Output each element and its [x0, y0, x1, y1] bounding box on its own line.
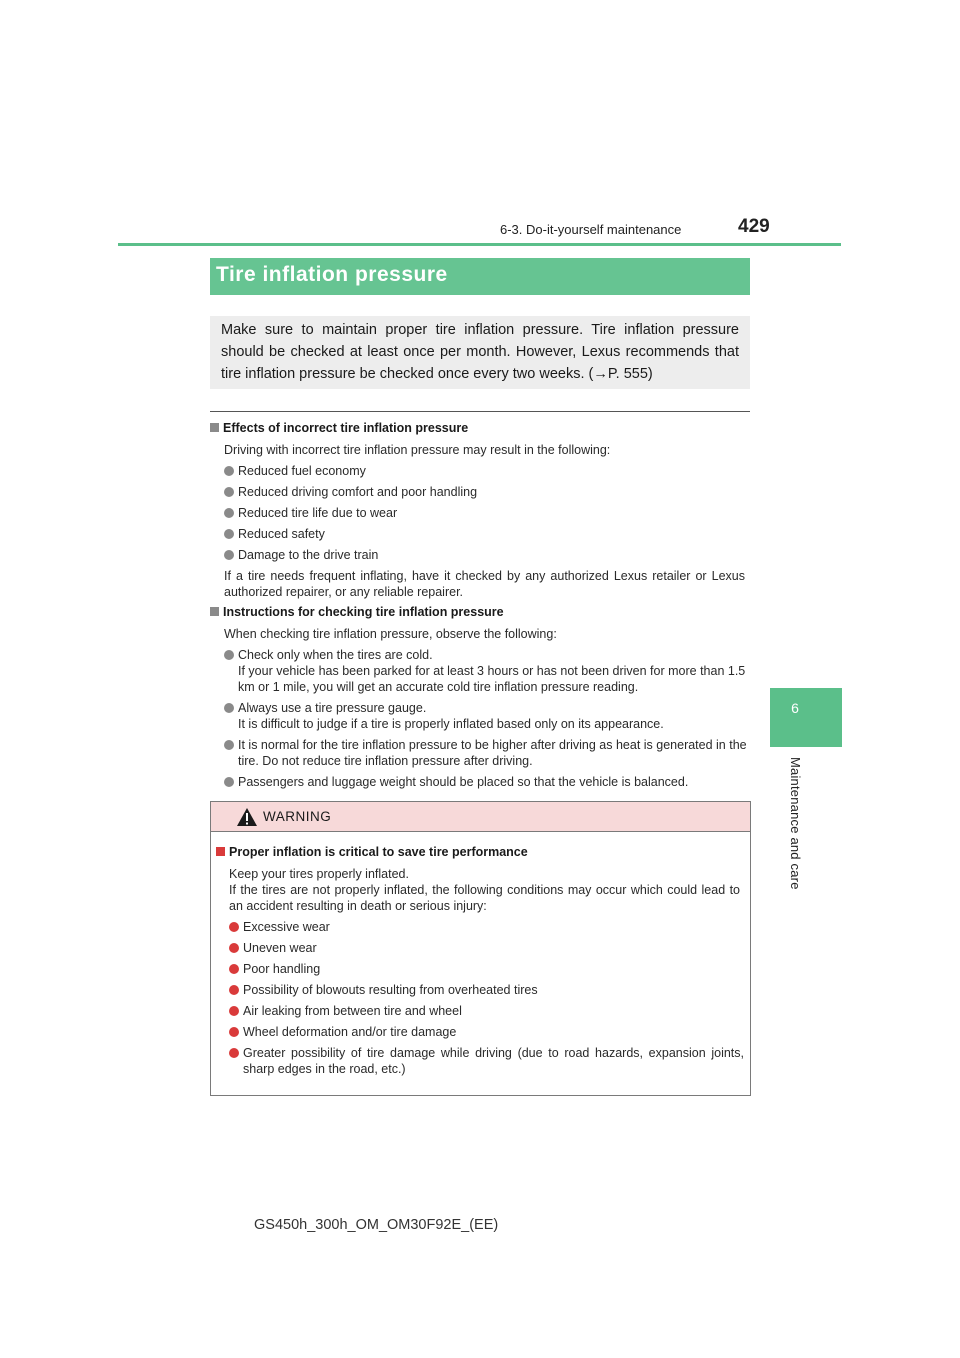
bullet-icon: [224, 466, 234, 476]
bullet-icon: [224, 529, 234, 539]
warning-heading: [216, 845, 528, 859]
effects-lead: Driving with incorrect tire inflation pressure may result in the following:: [224, 443, 611, 457]
bullet-icon: [229, 943, 239, 953]
list-item: Uneven wear: [229, 940, 744, 956]
warning-label: WARNING: [263, 809, 332, 824]
bullet-icon: [224, 650, 234, 660]
bullet-icon: [224, 550, 234, 560]
list-item: Reduced tire life due to wear: [224, 505, 749, 521]
bullet-icon: [229, 1006, 239, 1016]
instructions-heading-text: Instructions for checking tire inflation pressure: [223, 605, 504, 619]
bullet-icon: [229, 922, 239, 932]
list-item: Reduced fuel economy: [224, 463, 749, 479]
warning-header: [211, 802, 750, 832]
divider: [210, 411, 750, 412]
list-item: Damage to the drive train: [224, 547, 749, 563]
bullet-icon: [224, 508, 234, 518]
list-item: Poor handling: [229, 961, 744, 977]
effects-heading-text: Effects of incorrect tire inflation pressure: [223, 421, 469, 435]
list-item: Air leaking from between tire and wheel: [229, 1003, 744, 1019]
bullet-icon: [229, 1027, 239, 1037]
section-title: 6-3. Do-it-yourself maintenance: [500, 222, 682, 237]
effects-note: If a tire needs frequent inflating, have it checked by any authorized Lexus retailer or Lexus authorized repairer, or any reliable repairer.: [224, 569, 745, 599]
chapter-label: Maintenance and care: [788, 757, 803, 890]
square-bullet-icon: [210, 607, 219, 616]
effects-heading: [210, 421, 468, 435]
page-title: Tire inflation pressure: [216, 263, 448, 286]
list-item: Excessive wear: [229, 919, 744, 935]
intro-text: Make sure to maintain proper tire inflation pressure. Tire inflation pressure should be checked at least once per month. However, Lexus recommends that tire inflation pressure be checked once every two weeks. (→P. 555): [221, 322, 739, 382]
instructions-lead: When checking tire inflation pressure, observe the following:: [224, 627, 557, 641]
document-code: GS450h_300h_OM_OM30F92E_(EE): [254, 1217, 499, 1233]
warning-box: [210, 801, 751, 1096]
list-item: Reduced safety: [224, 526, 749, 542]
bullet-icon: [224, 487, 234, 497]
page-number: 429: [738, 216, 770, 237]
chapter-tab: [770, 688, 842, 747]
instructions-heading: [210, 605, 504, 619]
bullet-icon: [224, 777, 234, 787]
warning-heading-text: Proper inflation is critical to save tire performance: [229, 845, 528, 859]
header-rule: [118, 243, 841, 246]
list-item: Check only when the tires are cold. If your vehicle has been parked for at least 3 hours or has not been driven for more than 1.5 km or 1 mile, you will get an accurate cold tire inflation pressure reading.: [224, 647, 751, 695]
bullet-icon: [229, 1048, 239, 1058]
warning-line-1: Keep your tires properly inflated.: [229, 867, 409, 881]
list-item: It is normal for the tire inflation pressure to be higher after driving as heat is generated in the tire. Do not reduce tire inflation pressure after driving.: [224, 737, 751, 769]
bullet-icon: [229, 985, 239, 995]
bullet-icon: [229, 964, 239, 974]
chapter-number: 6: [791, 700, 799, 716]
list-item: Passengers and luggage weight should be placed so that the vehicle is balanced.: [224, 774, 751, 790]
square-bullet-icon: [216, 847, 225, 856]
list-item: Always use a tire pressure gauge. It is difficult to judge if a tire is properly inflated based only on its appearance.: [224, 700, 751, 732]
list-item: Possibility of blowouts resulting from overheated tires: [229, 982, 744, 998]
list-item: Wheel deformation and/or tire damage: [229, 1024, 744, 1040]
warning-triangle-icon: [236, 807, 258, 827]
bullet-icon: [224, 703, 234, 713]
bullet-icon: [224, 740, 234, 750]
warning-line-2: If the tires are not properly inflated, the following conditions may occur which could lead to an accident resulting in death or serious injury:: [229, 883, 740, 913]
list-item: Reduced driving comfort and poor handling: [224, 484, 749, 500]
square-bullet-icon: [210, 423, 219, 432]
list-item: Greater possibility of tire damage while driving (due to road hazards, expansion joints, sharp edges in the road, etc.): [229, 1045, 744, 1077]
